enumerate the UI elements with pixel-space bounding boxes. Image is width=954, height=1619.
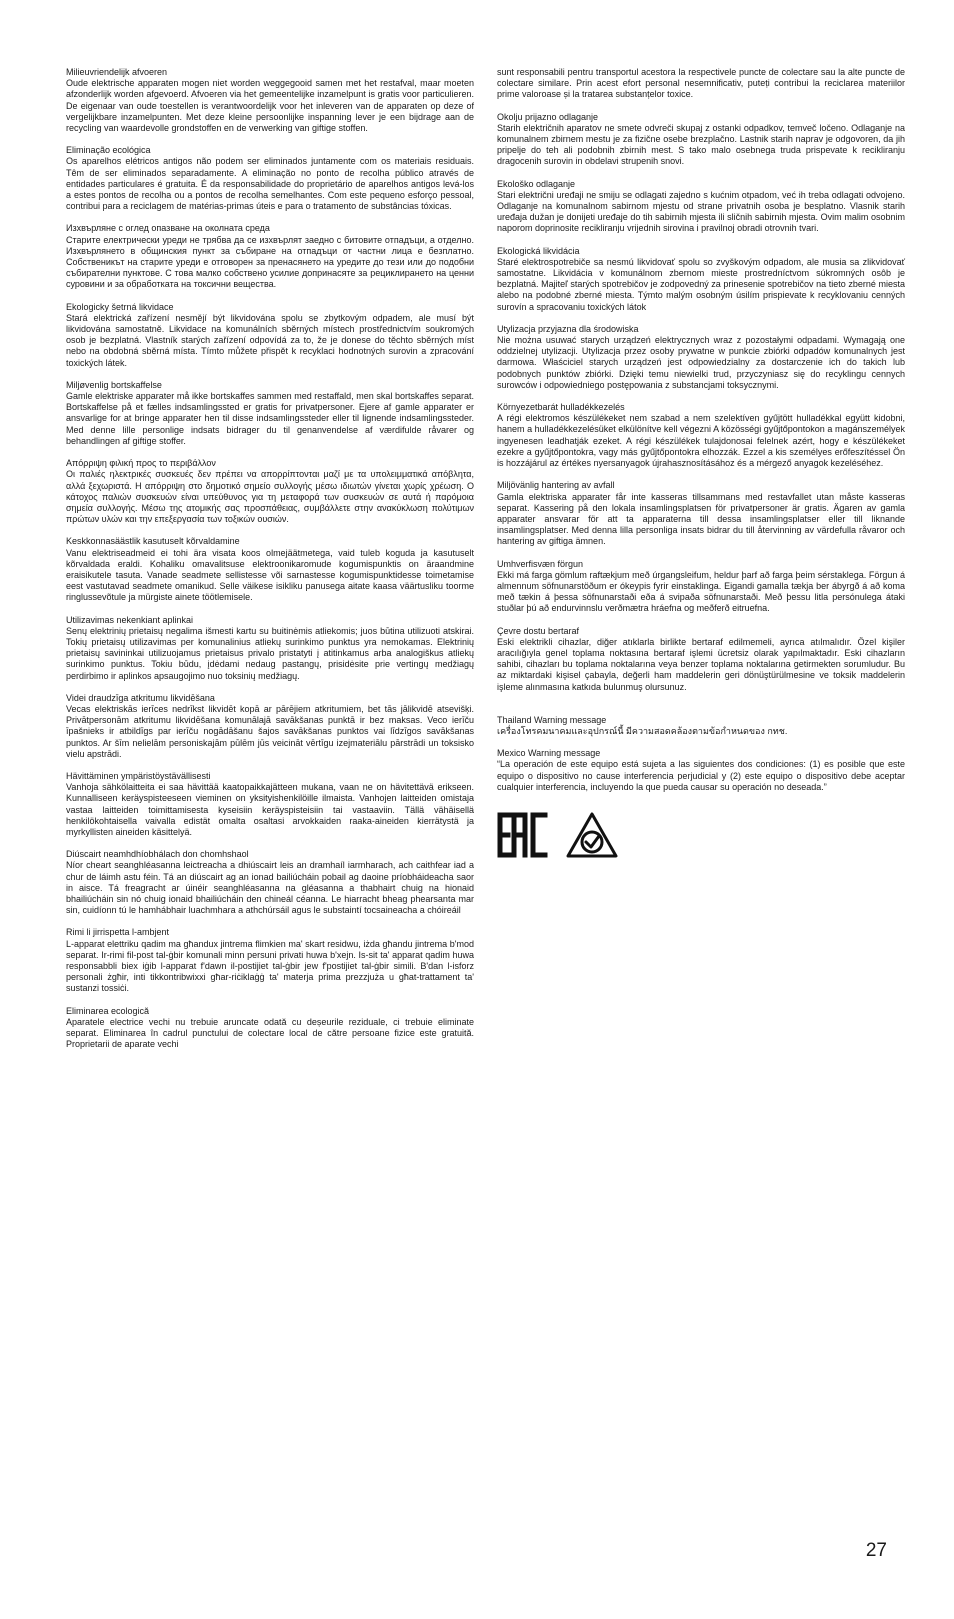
section-body: Starih električnih aparatov ne smete odvreči skupaj z ostanki odpadkov, temveč ločeno. Odlaganje na komunalnem zbirnem mestu je za fizične osebe brezplačno. Lastnik starih naprav je odgovoren, da jih pripelje do teh ali podobnih zbirnih mest. S tako malo osebnega truda prispevate k recikliranju dragocenih surovin in obdelavi strupenih snovi.: [497, 122, 905, 167]
left-column: [66, 67, 474, 1061]
section-heading: Utilizavimas nekenkiant aplinkai: [66, 614, 194, 625]
disposal-section: [66, 67, 474, 134]
section-heading: Ekološko odlaganje: [497, 178, 576, 189]
section-heading: Milieuvriendelijk afvoeren: [66, 67, 168, 77]
right-column: [497, 67, 905, 871]
section-heading: Изхвърляне с оглед опазване на околната среда: [66, 223, 270, 234]
disposal-section: [66, 849, 474, 916]
section-body: Níor cheart seanghléasanna leictreacha a dhiúscairt leis an dramhaíl iarmharach, ach caithfear iad a chur de láimh astu féin. Tá an diúscairt ag an ionad bailiúcháin pobail ag daoine príobháideacha saor in aisce. Tá freagracht ar úinéir seanghléasanna na gléasanna a thabhairt chuig na hionaid bhailiúcháin sin nó chuig ionaid bhailiúcháin den chineál céanna. Le hiarracht bheag phearsanta mar sin, cuidíonn tú le hamhábhair luachmhara a athchúrsáil agus le substaintí tocsaineacha a chóireáil: [66, 860, 474, 916]
section-heading: Rimi li jirrispetta l-ambjent: [66, 927, 170, 938]
section-heading: Απόρριψη φιλική προς το περιβάλλον: [66, 458, 216, 469]
section-body: Vecas elektriskās ierīces nedrīkst likvidēt kopā ar pārējiem atkritumiem, bet tās jālikvidē atsevišķi. Privātpersonām atkritumu likvidēšana komunālajā savākšanas punktā ir bez maksas. Veco ierīču īpašnieks ir atbildīgs par ierīču nogādāšanu šajos savākšanas punktos vai līdzīgos savākšanas punktos. Ar šīm nelielām personiskajām pūlēm jūs veicināt vērtīgu izejmateriālu pārstrādi un toksisko vielu apstrādi.: [66, 703, 474, 759]
section-heading: Miljøvenlig bortskaffelse: [66, 379, 162, 390]
eac-mark-icon: [497, 811, 549, 859]
section-heading: Videi draudzīga atkritumu likvidēšana: [66, 692, 215, 703]
section-heading: Mexico Warning message: [497, 748, 601, 759]
section-body: Staré elektrospotrebiče sa nesmú likvidovať spolu so zvyškovým odpadom, ale musia sa zlikvidovať samostatne. Likvidácia v komunálnom zbernom mieste prostredníctvom súkromných osôb je bezplatná. Majiteľ starých spotrebičov je zodpovedný za prinesenie spotrebičov na tieto zberné miesta alebo na podobné zberné miesta. Týmto malým osobným úsilím prispievate k recyklovaniu cenných surovín a spracovaniu toxických látok: [497, 256, 905, 312]
disposal-section: [66, 693, 474, 760]
section-body: “La operación de este equipo está sujeta a las siguientes dos condiciones: (1) es posible que este equipo o dispositivo no cause interferencia perjudicial y (2) este equipo o dispositivo debe aceptar cualquier interferencia, incluyendo la que pueda causar su operación no deseada.”: [497, 759, 905, 792]
section-body: Stari električni uređaji ne smiju se odlagati zajedno s kućnim otpadom, već ih treba odlagati odvojeno. Odlaganje na komunalnom sabirnom mjestu od strane privatnih osoba je besplatno. Vlasnik starih uređaja dužan je donijeti uređaje do tih sabirnih mjesta ili sličnih sabirnih mjesta. Ovim malim osobnim naporom doprinosite recikliranju vrijednih sirovina i pravilnoj obradi otrovnih tvari.: [497, 189, 905, 234]
section-body: Gamle elektriske apparater må ikke bortskaffes sammen med restaffald, men skal bortskaffes separat. Bortskaffelse på et fælles indsamlingssted er gratis for privatpersoner. Ejere af gamle apparater er ansvarlige for at bringe apparater hen til disse indsamlingssteder eller til lignende indsamlingssteder. Med denne lille personlige indsats bidrager du til genanvendelse af værdifulde råvarer og behandlingen af giftige stoffer.: [66, 391, 474, 446]
section-body: Οι παλιές ηλεκτρικές συσκευές δεν πρέπει να απορρίπτονται μαζί με τα υπολειμματικά απόβλητα, αλλά ξεχωριστά. Η απόρριψη στο δημοτικό σημείο συλλογής μέσω ιδιωτών γίνεται χωρίς χρέωση. Ο κάτοχος παλιών συσκευών είναι υπεύθυνος για τη μεταφορά των συσκευών σε αυτά ή παρόμοια σημεία συλλογής. Μέσω της ατομικής σας προσπάθειας, συμβάλλετε στην ανακύκλωση πολύτιμων πρώτων υλών και την επεξεργασία των τοξικών ουσιών.: [66, 469, 474, 525]
disposal-section: [66, 458, 474, 525]
section-body: A régi elektromos készülékeket nem szabad a nem szelektíven gyűjtött hulladékkal együtt kidobni, hanem a hulladékkezelésüket elkülönítve kell végezni A közösségi gyűjtőpontokon a magánszemélyek ingyenesen leadhatják ezeket. A régi készülékek tulajdonosai felelnek azért, hogy e készülékeket ezekre a gyűjtőpontokra, vagy más gyűjtőpontokra elhozzák. Ezzel a kis személyes erőfeszítéssel Ön is hozzájárul az értékes nyersanyagok újrahasznosításához és a mérgező anyagok kezeléséhez.: [497, 413, 905, 469]
warning-notices: [497, 715, 905, 793]
section-heading: Okolju prijazno odlaganje: [497, 111, 599, 122]
disposal-section: [66, 302, 474, 369]
section-body: Senų elektrinių prietaisų negalima išmesti kartu su buitinėmis atliekomis; juos būtina utilizuoti atskirai. Tokių prietaisų utilizavimas per komunalinius atliekų surinkimo punktus yra nemokamas. Elektrinių prietaisų savininkai utilizuojamus prietaisus privalo pristatyti į atitinkamus arba analogiškus atliekų surinkimo punktus. Tokiu būdu, įdėdami nedaug pastangų, prisidėsite prie vertingų medžiagų perdirbimo ir aplinkos apsaugojimo nuo toksinių medžiagų.: [66, 625, 474, 681]
right-sections: [497, 67, 905, 693]
disposal-section: [497, 748, 905, 793]
disposal-section: [66, 536, 474, 603]
section-heading: Ekologická likvidácia: [497, 245, 580, 256]
section-heading: Eliminarea ecologică: [66, 1005, 150, 1016]
section-body: Старите електрически уреди не трябва да се изхвърлят заедно с битовите отпадъци, а отделно. Изхвърлянето в общинския пункт за събиране на отпадъци от частни лица е безплатно. Собственикът на старите уреди е отговорен за пренасянето на уредите до тези или до подобни събирателни пунктове. С това малко собствено усилие допринасяте за рециклирането на ценни суровини и за обработката на токсични вещества.: [66, 234, 474, 290]
disposal-section: [497, 324, 905, 391]
section-body: Aparatele electrice vechi nu trebuie aruncate odată cu deșeurile reziduale, ci trebuie eliminate separat. Eliminarea în cadrul punctului de colectare local de către persoane fizice este gratuită. Proprietarii de aparate vechi: [66, 1016, 474, 1050]
section-heading: Çevre dostu bertaraf: [497, 625, 580, 636]
section-body: Os aparelhos elétricos antigos não podem ser eliminados juntamente com os materiais residuais. Têm de ser eliminados separadamente. A eliminação no ponto de recolha público através de entidades particulares é gratuita. É da responsabilidade do proprietário de aparelhos antigos levá-los a estes pontos de recolha ou a pontos de recolha semelhantes. Com este pequeno esforço pessoal, contribui para a reciclagem de matérias-primas úteis e para o tratamento de substâncias tóxicas.: [66, 156, 474, 212]
disposal-section: [497, 480, 905, 547]
disposal-section: [497, 626, 905, 693]
section-heading: Eliminação ecológica: [66, 145, 151, 156]
section-heading: Diúscairt neamhdhíobhálach don chomhshaol: [66, 849, 249, 860]
section-body: Nie można usuwać starych urządzeń elektrycznych wraz z pozostałymi odpadami. Wymagają one oddzielnej utylizacji. Utylizacja przez osoby prywatne w punkcie zbiórki odpadów komunalnych jest darmowa. Właściciel starych urządzeń jest odpowiedzialny za dostarczenie ich do takich lub podobnych punktów zbiórki. Dzięki temu niewielki trud, przyczyniasz się do recyklingu cennych surowców i odpowiedniego postępowania z substancjami toksycznymi.: [497, 335, 905, 390]
disposal-section: [66, 380, 474, 447]
section-body: Vanu elektriseadmeid ei tohi ära visata koos olmejäätmetega, vaid tuleb koguda ja kasutuselt kõrvaldada eraldi. Kohaliku omavalitsuse elektroonikaromude kogumispunktis on äraandmine eraisikutele tasuta. Vanade seadmete sellistesse või sarnastesse kogumispunktidesse toimetamise eest vastutavad seadmete omanikud. Selle väikese isikliku panusega aitate kaasa väärtusliku toorme ringlussevõtule ja mürgiste ainete töötlemisele.: [66, 547, 474, 603]
rcm-mark-icon: [565, 811, 619, 859]
disposal-section: [497, 112, 905, 168]
section-heading: Miljövänlig hantering av avfall: [497, 480, 615, 491]
section-body: Stará elektrická zařízení nesmějí být likvidována spolu se zbytkovým odpadem, ale musí být likvidována samostatně. Likvidace na komunálních sběrných místech prostřednictvím soukromých osob je bezplatná. Vlastník starých zařízení odpovídá za to, že je donese do těchto sběrných míst nebo na obdobná sběrná místa. Tímto můžete přispět k recyklaci hodnotných surovin a zpracování toxických látek.: [66, 312, 474, 368]
disposal-section: [497, 715, 905, 737]
section-body: L-apparat elettriku qadim ma għandux jintrema flimkien ma' skart residwu, iżda għandu jintrema b'mod separat. Ir-rimi fil-post tal-ġbir komunali minn persuni privati huwa b'xejn. Is-sit ta' apparat qadim huwa responsabbli biex iġib l-apparat f'dawn il-postijiet tal-ġbir jew f'postijiet tal-ġbir simili. B'dan l-isforz personali żgħir, inti tikkontribwixxi għar-riċiklaġġ ta' materja prima prezzjuża u għat-trattament ta' sustanzi tossiċi.: [66, 938, 474, 994]
section-heading: Környezetbarát hulladékkezelés: [497, 402, 625, 413]
section-body: Ekki má farga gömlum raftækjum með úrgangsleifum, heldur þarf að farga þeim sérstaklega. Förgun á almennum söfnunarstöðum er ókeypis fyrir einstaklinga. Eigandi gamalla tækja ber ábyrgð á að koma með tækin á þessa söfnunarstaði eða á svipaða söfnunarstaði. Með þessu litla persónulega átaki stuðlar þú að endurvinnslu verðmætra hráefna og meðferð eitruefna.: [497, 569, 905, 614]
section-heading: Hävittäminen ympäristöystävällisesti: [66, 770, 211, 781]
section-heading: Utylizacja przyjazna dla środowiska: [497, 323, 639, 334]
section-body: Oude elektrische apparaten mogen niet worden weggegooid samen met het restafval, maar moeten afzonderlijk worden afgevoerd. Afvoeren via het gemeentelijke inzamelpunt is gratis voor particulieren. De eigenaar van oude toestellen is verantwoordelijk voor het inleveren van de apparaten op deze of vergelijkbare inzamelpunten. Met deze kleine persoonlijke inspanning lever je een bijdrage aan de recycling van waardevolle grondstoffen en de verwerking van giftige stoffen.: [66, 78, 474, 134]
disposal-section: [66, 1006, 474, 1051]
disposal-section: [66, 771, 474, 838]
disposal-section: [66, 927, 474, 994]
disposal-section: [497, 402, 905, 469]
disposal-section: [497, 559, 905, 615]
disposal-section: [66, 615, 474, 682]
section-heading: Umhverfisvæn förgun: [497, 558, 584, 569]
disposal-section: [497, 246, 905, 313]
section-heading: Ekologicky šetrná likvidace: [66, 301, 174, 312]
section-body: sunt responsabili pentru transportul acestora la respectivele puncte de colectare sau la alte puncte de colectare similare. Prin acest efort personal nesemnificativ, puteți contribui la reciclarea materiilor prime valoroase și la tratarea substanțelor toxice.: [497, 67, 905, 100]
disposal-section: [66, 145, 474, 212]
disposal-section: [497, 67, 905, 101]
disposal-section: [66, 223, 474, 290]
section-body: Gamla elektriska apparater får inte kasseras tillsammans med restavfallet utan måste kasseras separat. Kassering på den lokala insamlingsplatsen för privatpersoner är gratis. Ägaren av gamla apparater ansvarar för att ta apparaterna till dessa insamlingsplatser eller till liknande insamlingsplatser. Med denna lilla personliga insats bidrar du till återvinning av värdefulla råvaror och hantering av giftiga ämnen.: [497, 491, 905, 547]
section-heading: Thailand Warning message: [497, 714, 607, 725]
section-body: เครื่องโทรคมนาคมและอุปกรณ์นี้ มีความสอดคล้องตามข้อกำหนดของ กทช.: [497, 725, 788, 736]
disposal-section: [497, 179, 905, 235]
section-body: Vanhoja sähkölaitteita ei saa hävittää kaatopaikkajätteen mukana, vaan ne on hävitettävä erikseen. Kunnalliseen keräyspisteeseen vieminen on yksityishenkilöille ilmaista. Vanhojen laitteiden omistaja vastaa laitteiden toimittamisesta kyseisiin keräyspisteisiin tai vastaaviin. Tällä vähäisellä henkilökohtaisella vaivalla edistät omalta osaltasi arvokkaiden raaka-aineiden kierrätystä ja myrkyllisten aineiden käsittelyä.: [66, 782, 474, 837]
certification-logos: [497, 811, 905, 871]
section-heading: Keskkonnasäästlik kasutuselt kõrvaldamine: [66, 536, 240, 547]
section-body: Eski elektrikli cihazlar, diğer atıklarla birlikte bertaraf edilmemeli, ayrıca atılmalıdır. Özel kişiler aracılığıyla genel toplama noktasına bertaraf işlemi ücretsiz olarak yapılmaktadır. Eski cihazların sahibi, cihazları bu toplama noktalarına veya benzer toplama noktalarına getirmekten sorumludur. Bu az miktardaki kişisel çabayla, değerli ham maddelerin geri dönüştürülmesine ve toksik maddelerin işleme alınmasına katkıda bulunmuş olursunuz.: [497, 636, 905, 692]
page-number: 27: [865, 1540, 887, 1561]
